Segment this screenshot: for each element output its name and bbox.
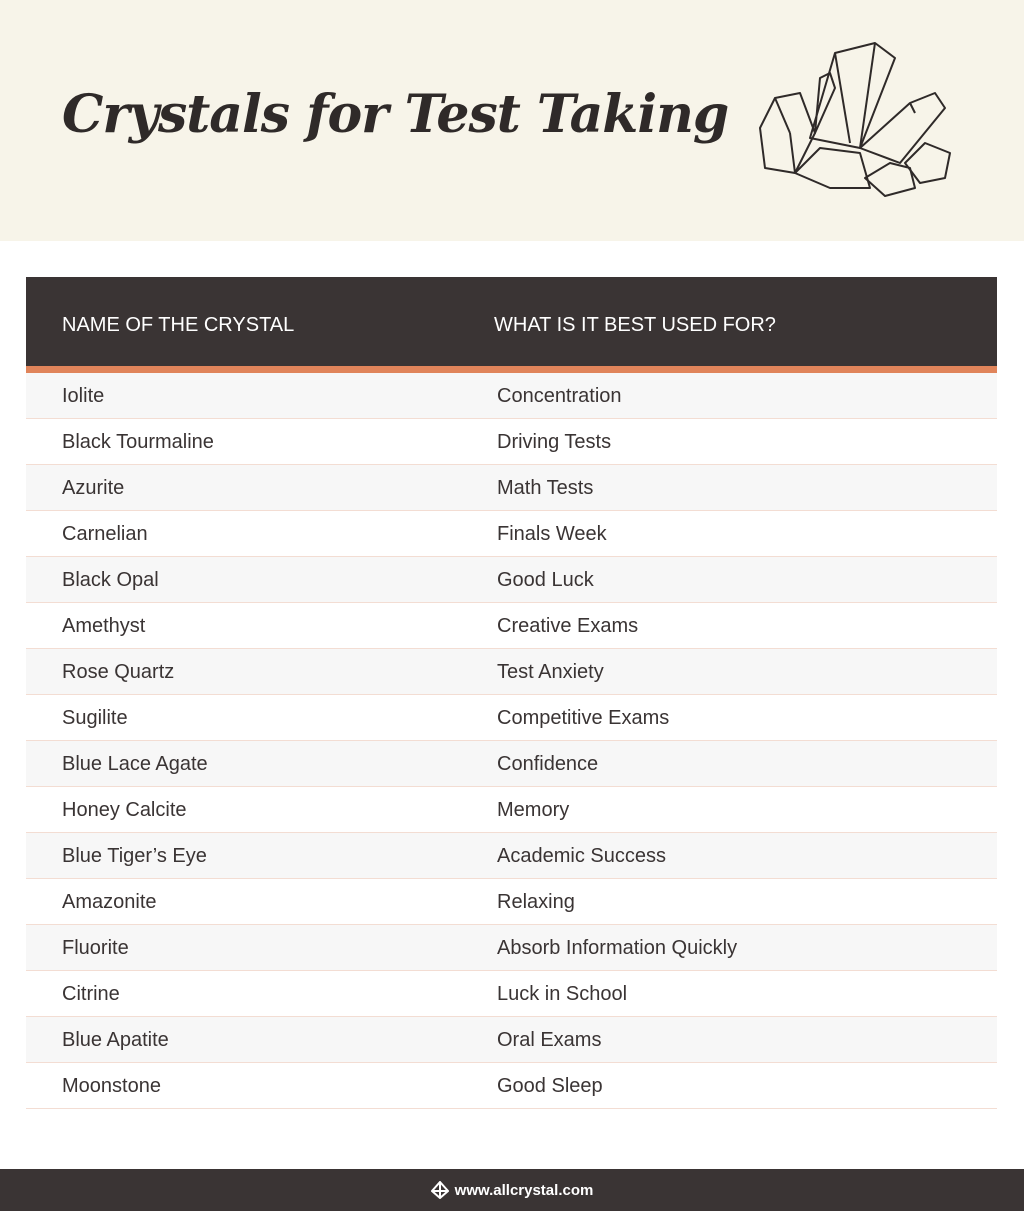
crystal-name: Blue Apatite bbox=[62, 1029, 169, 1051]
table-row bbox=[26, 787, 997, 833]
crystal-use: Math Tests bbox=[497, 477, 594, 499]
footer bbox=[0, 1169, 1024, 1211]
crystal-name: Amethyst bbox=[62, 615, 146, 637]
crystal-use: Driving Tests bbox=[497, 431, 612, 453]
table-header bbox=[26, 277, 997, 373]
crystal-use: Confidence bbox=[497, 753, 599, 775]
crystal-use: Concentration bbox=[497, 385, 622, 407]
table-row bbox=[26, 1017, 997, 1063]
table-row bbox=[26, 741, 997, 787]
crystal-use: Test Anxiety bbox=[497, 661, 604, 683]
crystal-name: Blue Tiger’s Eye bbox=[62, 845, 207, 867]
crystal-use: Memory bbox=[497, 799, 570, 821]
table-row bbox=[26, 465, 997, 511]
hero-banner bbox=[0, 0, 1024, 241]
crystal-use: Creative Exams bbox=[497, 615, 639, 637]
page-title: Crystals for Test Taking bbox=[62, 84, 729, 145]
table-row bbox=[26, 649, 997, 695]
crystal-use: Finals Week bbox=[497, 523, 607, 545]
table-row bbox=[26, 925, 997, 971]
crystal-name: Citrine bbox=[62, 983, 120, 1005]
crystal-cluster-illustration bbox=[750, 38, 955, 198]
allcrystal-logo-icon bbox=[431, 1181, 449, 1199]
crystal-use: Oral Exams bbox=[497, 1029, 602, 1051]
crystal-name: Moonstone bbox=[62, 1075, 161, 1097]
crystal-use: Absorb Information Quickly bbox=[497, 937, 738, 959]
crystal-name: Azurite bbox=[62, 477, 125, 499]
crystal-name: Sugilite bbox=[62, 707, 128, 729]
table-body bbox=[26, 373, 997, 1109]
footer-url[interactable]: www.allcrystal.com bbox=[454, 1181, 594, 1199]
table-row bbox=[26, 833, 997, 879]
table-row bbox=[26, 603, 997, 649]
table-row bbox=[26, 557, 997, 603]
table-row bbox=[26, 1063, 997, 1109]
table-row bbox=[26, 419, 997, 465]
crystal-use: Good Sleep bbox=[497, 1075, 603, 1097]
table-row bbox=[26, 971, 997, 1017]
table-row bbox=[26, 695, 997, 741]
crystal-use: Competitive Exams bbox=[497, 707, 670, 729]
crystal-use: Academic Success bbox=[497, 845, 666, 867]
crystal-name: Honey Calcite bbox=[62, 799, 187, 821]
table-row bbox=[26, 511, 997, 557]
crystal-name: Rose Quartz bbox=[62, 661, 175, 683]
crystal-use: Good Luck bbox=[497, 569, 594, 591]
crystal-name: Iolite bbox=[62, 385, 105, 407]
column-header-use: WHAT IS IT BEST USED FOR? bbox=[494, 314, 776, 336]
crystal-name: Fluorite bbox=[62, 937, 129, 959]
crystal-use: Luck in School bbox=[497, 983, 628, 1005]
crystal-use: Relaxing bbox=[497, 891, 575, 913]
table-row bbox=[26, 373, 997, 419]
crystal-name: Black Opal bbox=[62, 569, 159, 591]
crystals-table bbox=[26, 277, 997, 1109]
column-header-name: NAME OF THE CRYSTAL bbox=[62, 314, 295, 336]
crystal-name: Blue Lace Agate bbox=[62, 753, 208, 775]
crystal-name: Black Tourmaline bbox=[62, 431, 214, 453]
crystal-name: Carnelian bbox=[62, 523, 148, 545]
crystal-name: Amazonite bbox=[62, 891, 157, 913]
table-row bbox=[26, 879, 997, 925]
